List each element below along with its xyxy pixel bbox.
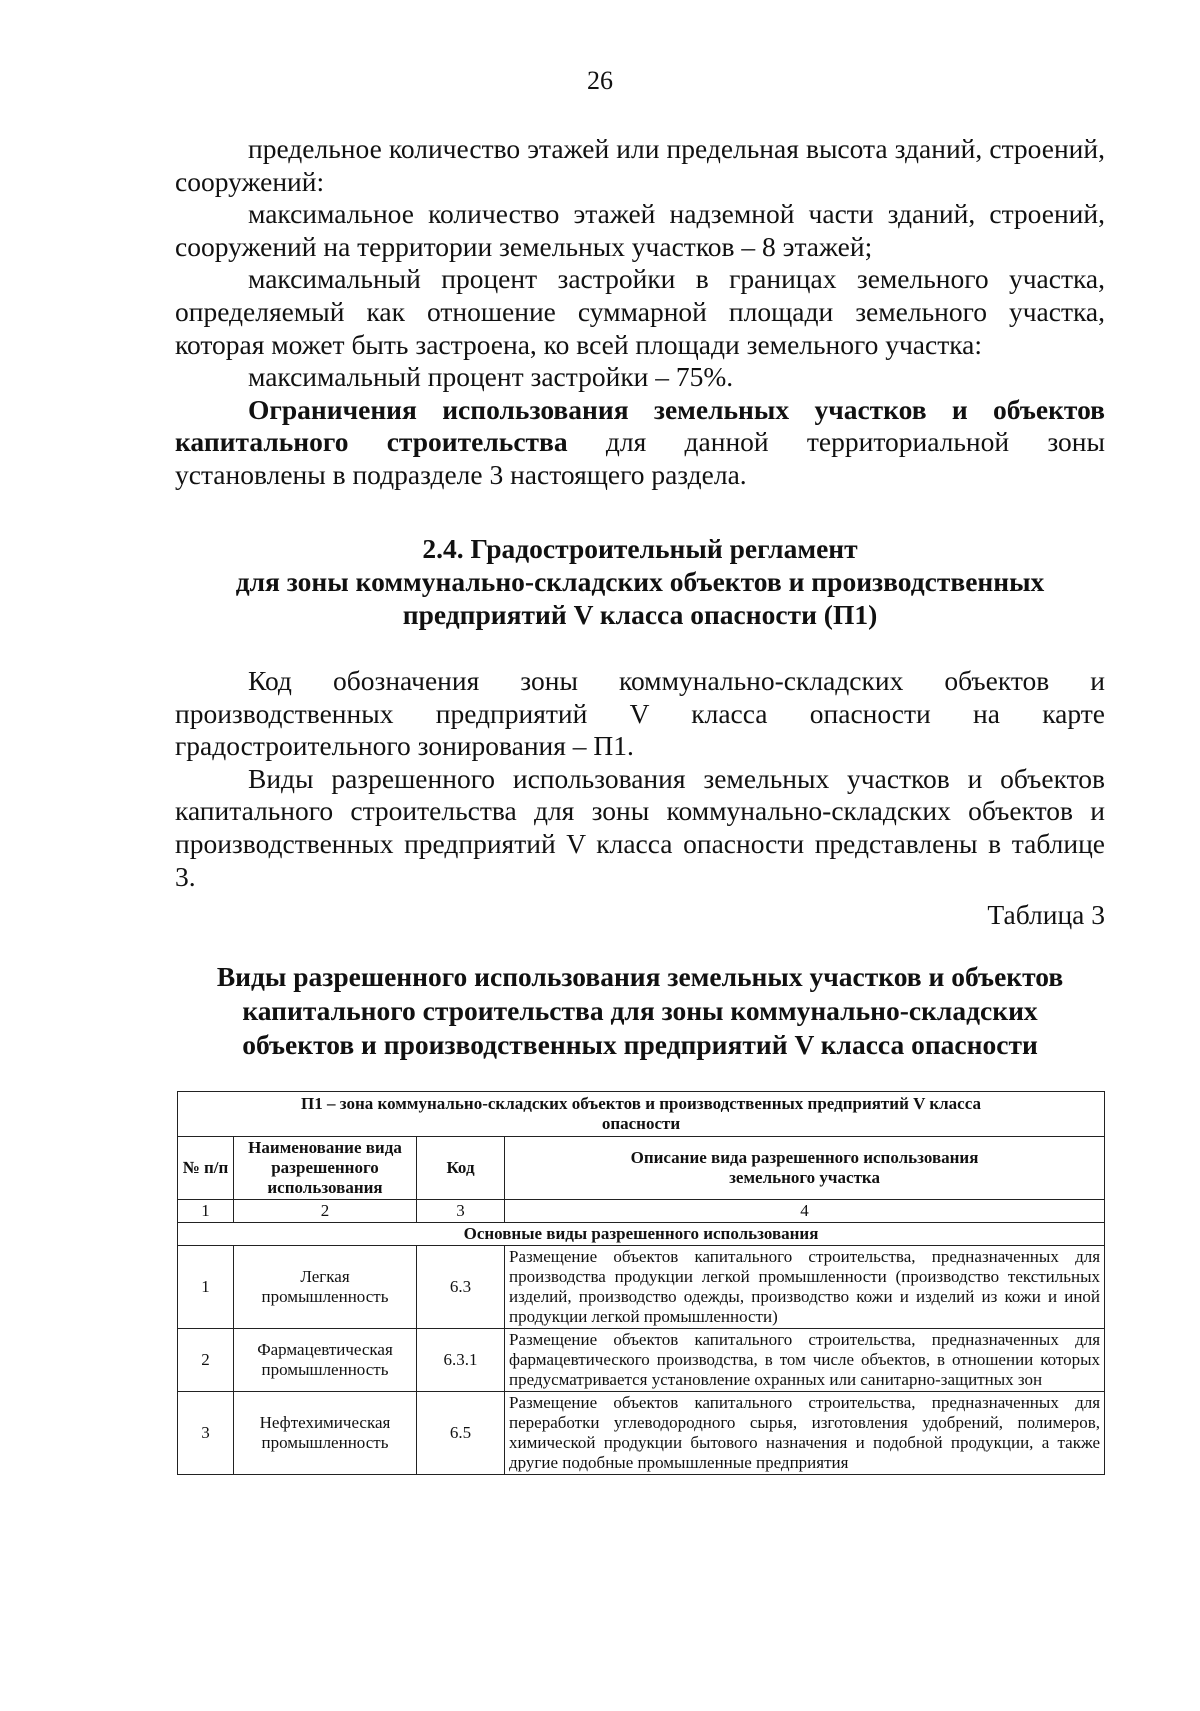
paragraph: максимальный процент застройки в границах земельного участка, определяемый как отношение суммарной площади земельного участка, которая может быть застроена, ко всей площади земельного участка: [175, 263, 1105, 360]
row-code: 6.3.1 [417, 1329, 505, 1392]
body-text-middle [175, 665, 1105, 893]
row-description: Размещение объектов капитального строительства, предназначенных для переработки углеводородного сырья, изготовления удобрений, полимеров, химической продукции бытового назначения и подобной продукции, а также другие подобные промышленные предприятия [505, 1392, 1105, 1475]
table-title-line: капитального строительства для зоны коммунально-складских [242, 995, 1038, 1026]
body-text-top [175, 133, 1105, 492]
paragraph: предельное количество этажей или предельная высота зданий, строений, сооружений: [175, 133, 1105, 197]
restriction-bold: Ограничения использования земельных участков и объектов капитального строительства [175, 393, 1105, 458]
row-code: 6.5 [417, 1392, 505, 1475]
table-title [175, 960, 1105, 1062]
section-heading-line: 2.4. Градостроительный регламент [422, 533, 858, 564]
column-number: 1 [178, 1200, 234, 1223]
column-header: Описание вида разрешенного использования земельного участка [505, 1137, 1105, 1200]
column-header: № п/п [178, 1137, 234, 1200]
table-row [178, 1329, 1105, 1392]
row-description: Размещение объектов капитального строительства, предназначенных для фармацевтического производства, в том числе объектов, в отношении которых предусматривается установление охранных или санитарно-защитных зон [505, 1329, 1105, 1392]
paragraph: максимальный процент застройки – 75%. [248, 361, 734, 393]
page-number: 26 [587, 66, 613, 95]
paragraph: Код обозначения зоны коммунально-складских объектов и производственных предприятий V класса опасности на карте градостроительного зонирования – П1. [175, 665, 1105, 762]
table-row [178, 1246, 1105, 1329]
table-title-line: объектов и производственных предприятий V класса опасности [242, 1029, 1038, 1060]
row-number: 3 [178, 1392, 234, 1475]
column-number: 3 [417, 1200, 505, 1223]
group-header: Основные виды разрешенного использования [178, 1223, 1105, 1246]
column-number: 2 [234, 1200, 417, 1223]
row-number: 1 [178, 1246, 234, 1329]
row-code: 6.3 [417, 1246, 505, 1329]
paragraph: Виды разрешенного использования земельных участков и объектов капитального строительства для зоны коммунально-складских объектов и производственных предприятий V класса опасности представлены в таблице 3. [175, 762, 1105, 892]
group-header-row [178, 1223, 1105, 1246]
row-name: Нефтехимическая промышленность [234, 1392, 417, 1475]
restriction-rest: для данной территориальной зоны установлены в подразделе 3 настоящего раздела. [175, 426, 1105, 490]
table-title-line: Виды разрешенного использования земельных участков и объектов [216, 961, 1064, 992]
row-description: Размещение объектов капитального строительства, предназначенных для производства продукции легкой промышленности (производство текстильных изделий, производство одежды, производство кожи и изделий из кожи и иной продукции легкой промышленности) [505, 1246, 1105, 1329]
section-heading-line: для зоны коммунально-складских объектов и производственных [235, 566, 1045, 597]
column-number-row [178, 1200, 1105, 1223]
column-header: Код [417, 1137, 505, 1200]
table-caption: Таблица 3 [987, 899, 1105, 930]
table-header-row [178, 1137, 1105, 1200]
table-row [178, 1392, 1105, 1475]
row-name: Фармацевтическая промышленность [234, 1329, 417, 1392]
column-header: Наименование вида разрешенного использования [234, 1137, 417, 1200]
table-zone-row [178, 1092, 1105, 1137]
paragraph: максимальное количество этажей надземной части зданий, строений, сооружений на территории земельных участков – 8 этажей; [175, 198, 1105, 262]
row-name: Легкая промышленность [234, 1246, 417, 1329]
restriction-paragraph [175, 394, 1105, 492]
column-number: 4 [505, 1200, 1105, 1223]
regulation-table [177, 1091, 1105, 1475]
row-number: 2 [178, 1329, 234, 1392]
section-heading [175, 532, 1105, 631]
zone-header: П1 – зона коммунально-складских объектов и производственных предприятий V класса опасности [178, 1092, 1105, 1137]
section-heading-line: предприятий V класса опасности (П1) [402, 599, 878, 630]
